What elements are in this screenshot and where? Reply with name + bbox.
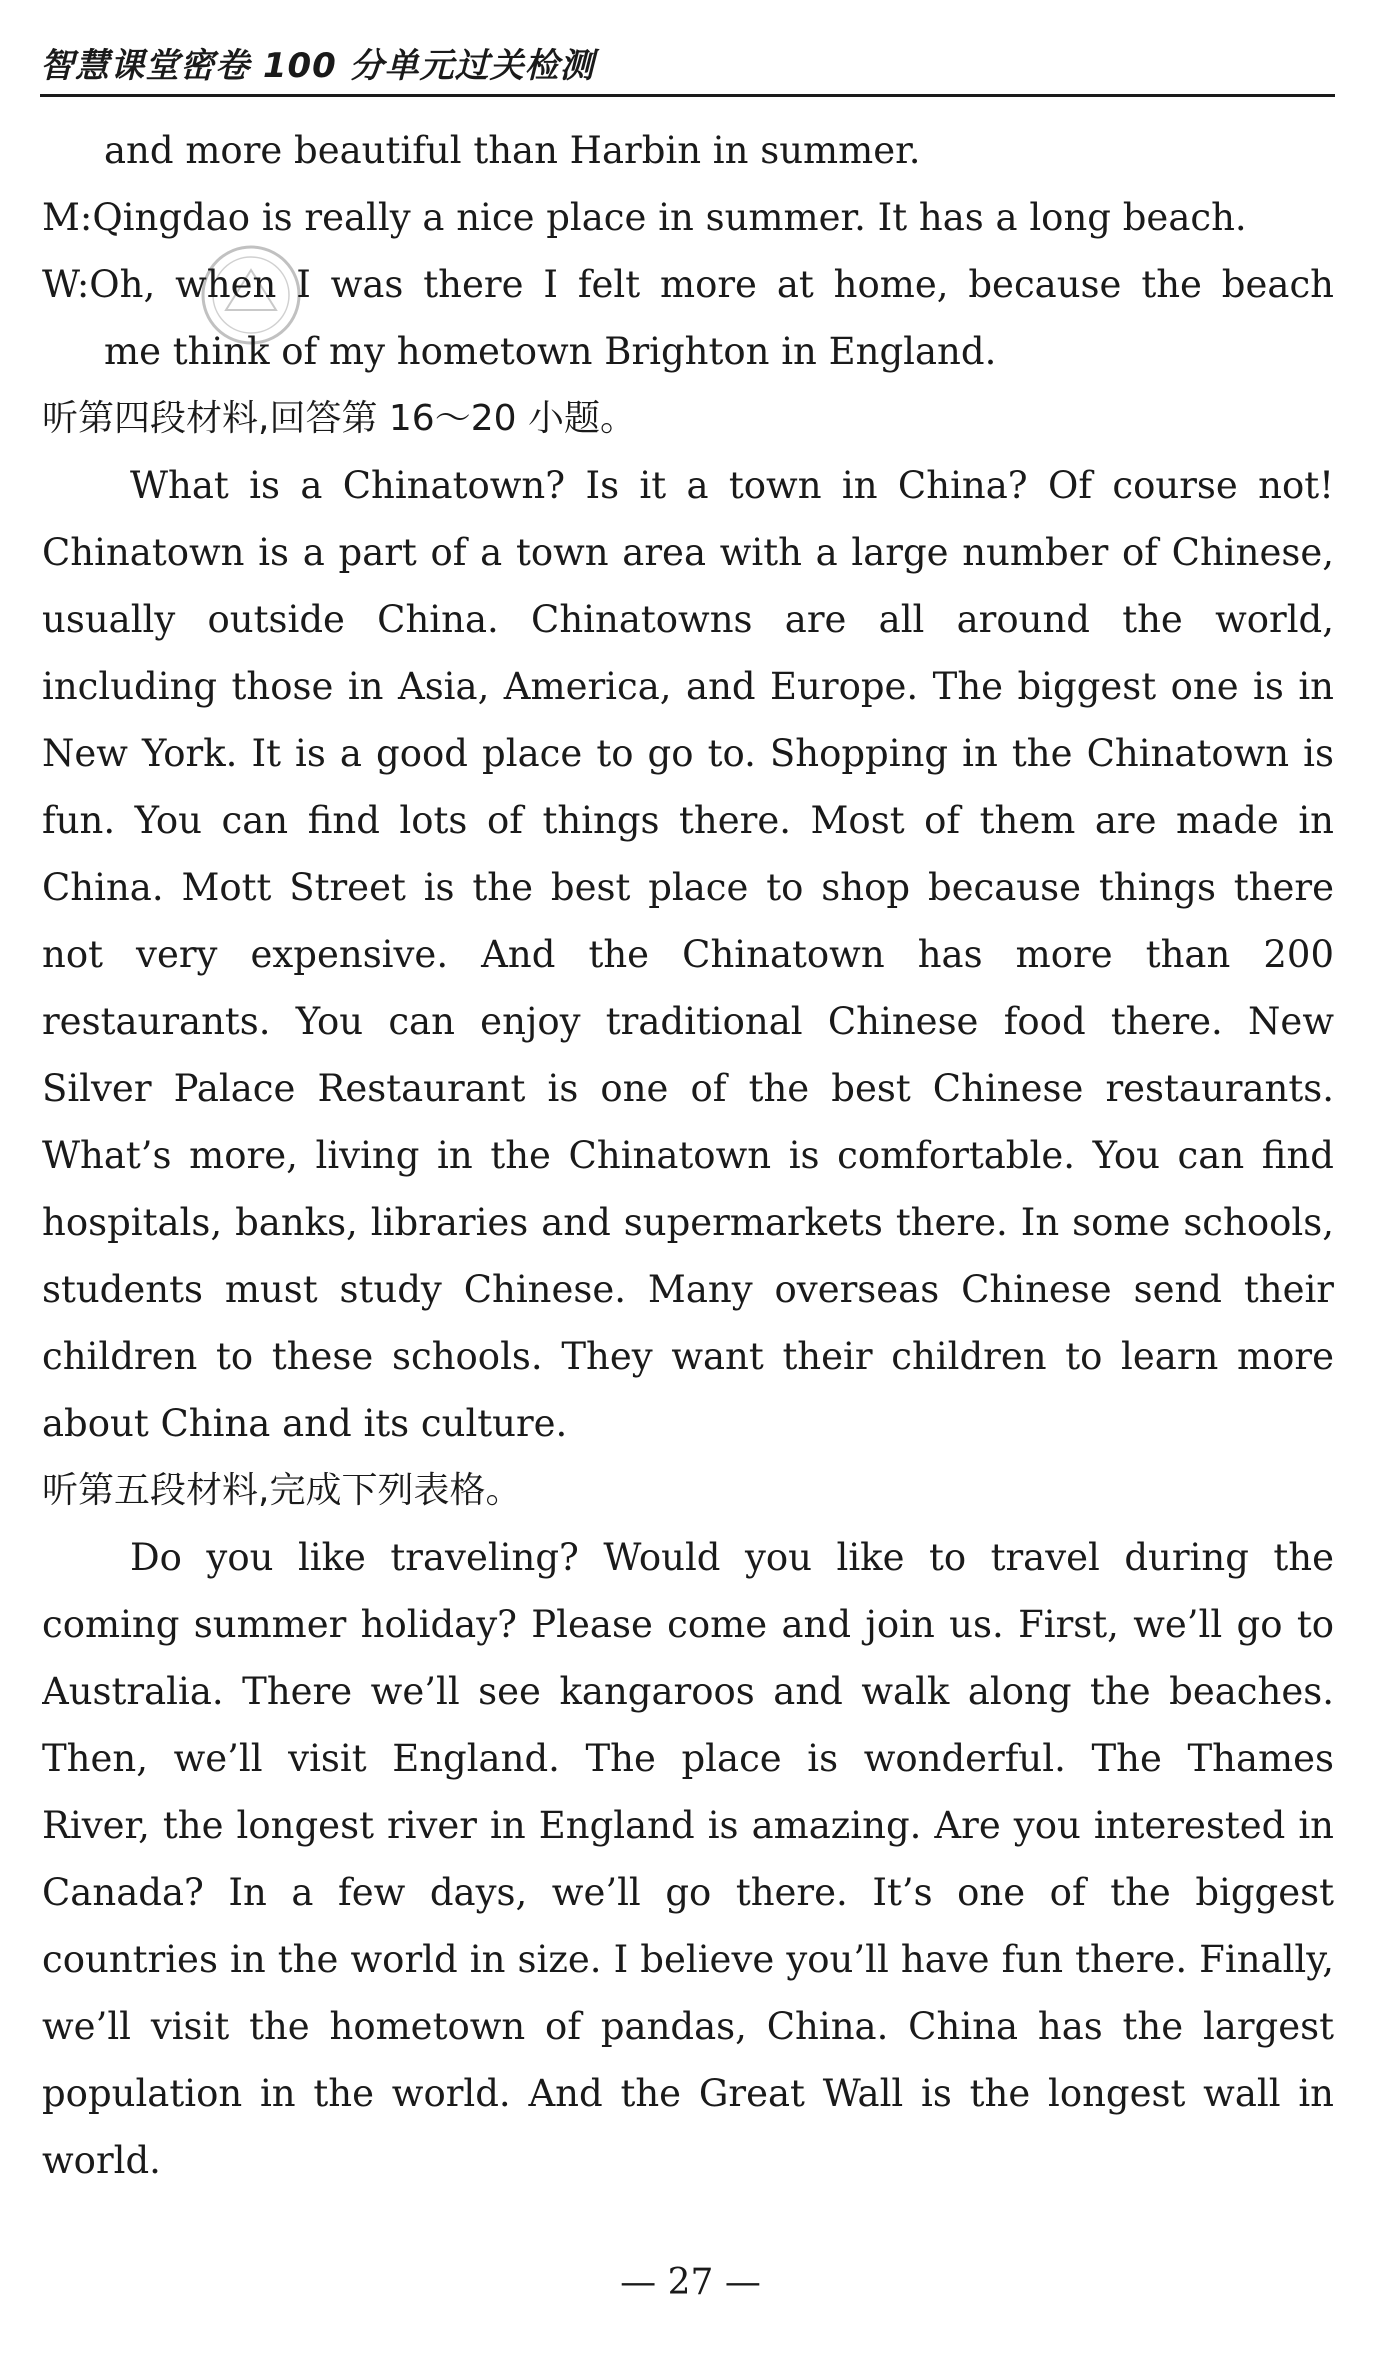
text-line: me think of my hometown Brighton in England. bbox=[104, 330, 997, 373]
text-line: countries in the world in size. I believe you’ll have fun there. Finally, bbox=[42, 1938, 1334, 1981]
page-number: — 27 — bbox=[620, 2262, 761, 2303]
text-line: usually outside China. Chinatowns are all around the world, bbox=[42, 598, 1334, 641]
text-line: 听第五段材料,完成下列表格。 bbox=[42, 1470, 522, 1511]
text-line: River, the longest river in England is amazing. Are you interested in bbox=[42, 1804, 1334, 1847]
text-line: coming summer holiday? Please come and join us. First, we’ll go to bbox=[42, 1603, 1334, 1646]
header-divider bbox=[40, 94, 1335, 97]
text-line: world. bbox=[42, 2139, 161, 2182]
text-line: What is a Chinatown? Is it a town in China? Of course not! bbox=[130, 464, 1334, 507]
page-header-title: 智慧课堂密卷 100 分单元过关检测 bbox=[40, 46, 595, 86]
text-line: New York. It is a good place to go to. Shopping in the Chinatown is bbox=[42, 732, 1334, 775]
text-line: M:Qingdao is really a nice place in summer. It has a long beach. bbox=[42, 196, 1247, 239]
text-line: about China and its culture. bbox=[42, 1402, 568, 1445]
text-line: students must study Chinese. Many overseas Chinese send their bbox=[42, 1268, 1334, 1311]
text-line: population in the world. And the Great Wall is the longest wall in bbox=[42, 2072, 1334, 2115]
text-line: Silver Palace Restaurant is one of the best Chinese restaurants. bbox=[42, 1067, 1334, 1110]
text-line: not very expensive. And the Chinatown has more than 200 bbox=[42, 933, 1334, 976]
text-line: Do you like traveling? Would you like to travel during the bbox=[130, 1536, 1334, 1579]
text-line: hospitals, banks, libraries and supermarkets there. In some schools, bbox=[42, 1201, 1334, 1244]
text-line: we’ll visit the hometown of pandas, China. China has the largest bbox=[42, 2005, 1334, 2048]
text-line: fun. You can find lots of things there. Most of them are made in bbox=[42, 799, 1334, 842]
text-line: 听第四段材料,回答第 16～20 小题。 bbox=[42, 398, 636, 439]
text-line: Then, we’ll visit England. The place is wonderful. The Thames bbox=[42, 1737, 1334, 1780]
text-line: W:Oh, when I was there I felt more at home, because the beach bbox=[42, 263, 1334, 306]
text-line: including those in Asia, America, and Europe. The biggest one is in bbox=[42, 665, 1334, 708]
text-line: restaurants. You can enjoy traditional Chinese food there. New bbox=[42, 1000, 1334, 1043]
transcript-body bbox=[42, 117, 1334, 2194]
text-line: and more beautiful than Harbin in summer. bbox=[104, 129, 921, 172]
text-line: Australia. There we’ll see kangaroos and walk along the beaches. bbox=[42, 1670, 1334, 1713]
text-line: children to these schools. They want their children to learn more bbox=[42, 1335, 1334, 1378]
text-line: Chinatown is a part of a town area with a large number of Chinese, bbox=[42, 531, 1334, 574]
text-line: China. Mott Street is the best place to shop because things there bbox=[42, 866, 1334, 909]
text-line: What’s more, living in the Chinatown is comfortable. You can find bbox=[42, 1134, 1334, 1177]
text-line: Canada? In a few days, we’ll go there. It’s one of the biggest bbox=[42, 1871, 1334, 1914]
